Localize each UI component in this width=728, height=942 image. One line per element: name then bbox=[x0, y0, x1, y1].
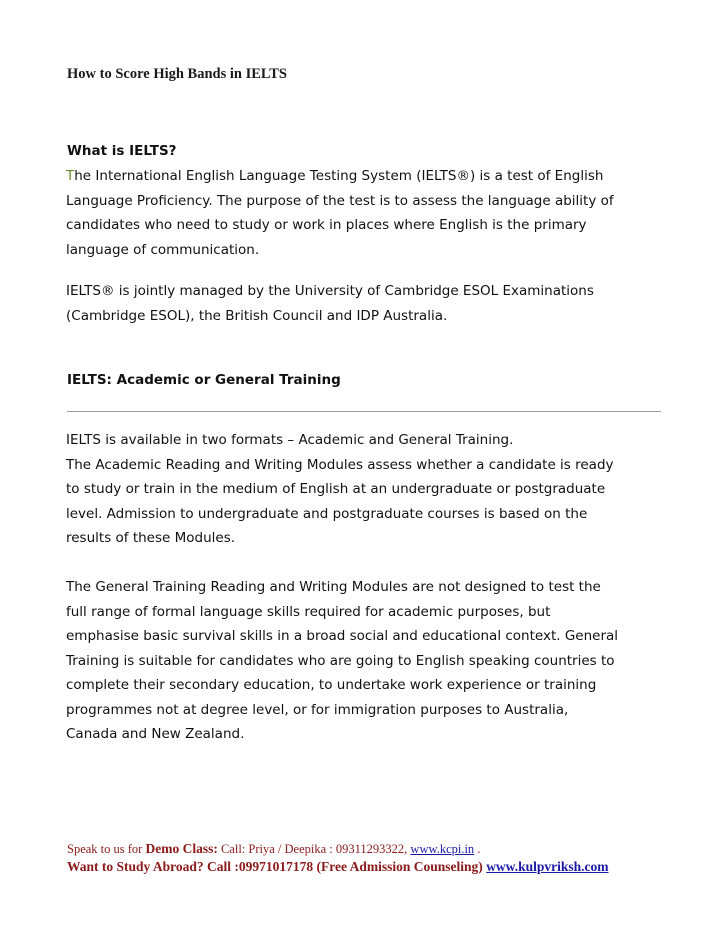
paragraph-line: The Academic Reading and Writing Modules assess whether a candidate is ready bbox=[66, 456, 614, 473]
kcpi-link[interactable]: www.kcpi.in bbox=[410, 842, 475, 856]
paragraph-line: IELTS is available in two formats – Academic and General Training. bbox=[66, 432, 514, 448]
paragraph-line: candidates who need to study or work in places where English is the primary bbox=[66, 217, 587, 233]
paragraph-formats bbox=[66, 428, 614, 551]
paragraph-line: Language Proficiency. The purpose of the test is to assess the language ability of bbox=[66, 192, 614, 209]
page-footer bbox=[67, 840, 608, 875]
paragraph-line: The General Training Reading and Writing Modules are not designed to test the bbox=[66, 579, 601, 595]
paragraph-line: results of these Modules. bbox=[66, 530, 236, 546]
paragraph-line: to study or train in the medium of English at an undergraduate or postgraduate bbox=[66, 481, 606, 497]
footer-abroad-text: Want to Study Abroad? Call :09971017178 (Free Admission Counseling) bbox=[67, 859, 487, 874]
line-text: he International English Language Testing System (IELTS®) is a test of English bbox=[74, 168, 604, 184]
paragraph-line: Training is suitable for candidates who are going to English speaking countries to bbox=[66, 652, 615, 669]
paragraph-line: programmes not at degree level, or for immigration purposes to Australia, bbox=[66, 701, 569, 718]
drop-letter: T bbox=[66, 168, 75, 184]
footer-contact: Call: Priya / Deepika : 09311293322, bbox=[217, 842, 411, 856]
section-heading-what-is-ielts: What is IELTS? bbox=[67, 143, 177, 159]
footer-suffix: . bbox=[474, 842, 481, 856]
paragraph-line: complete their secondary education, to undertake work experience or training bbox=[66, 677, 597, 693]
footer-line-demo bbox=[67, 840, 608, 858]
horizontal-rule bbox=[67, 411, 661, 412]
paragraph-line: full range of formal language skills required for academic purposes, but bbox=[66, 603, 551, 620]
paragraph-ielts-management bbox=[66, 279, 594, 328]
paragraph-line: language of communication. bbox=[66, 241, 260, 258]
paragraph-line: emphasise basic survival skills in a broad social and educational context. General bbox=[66, 628, 619, 644]
paragraph-line: level. Admission to undergraduate and postgraduate courses is based on the bbox=[66, 505, 588, 522]
paragraph-line: Canada and New Zealand. bbox=[66, 726, 245, 742]
footer-line-abroad bbox=[67, 858, 608, 875]
paragraph-general-training bbox=[66, 575, 618, 747]
footer-prefix: Speak to us for bbox=[67, 842, 146, 856]
paragraph-line: (Cambridge ESOL), the British Council and IDP Australia. bbox=[66, 307, 448, 324]
kulpvriksh-link[interactable]: www.kulpvriksh.com bbox=[486, 859, 609, 874]
paragraph-ielts-intro bbox=[66, 164, 614, 262]
document-title: How to Score High Bands in IELTS bbox=[67, 66, 287, 82]
section-heading-academic-general: IELTS: Academic or General Training bbox=[67, 372, 341, 388]
paragraph-line: IELTS® is jointly managed by the University of Cambridge ESOL Examinations bbox=[66, 283, 594, 299]
footer-demo-label: Demo Class: bbox=[145, 841, 218, 856]
paragraph-line bbox=[66, 164, 614, 189]
